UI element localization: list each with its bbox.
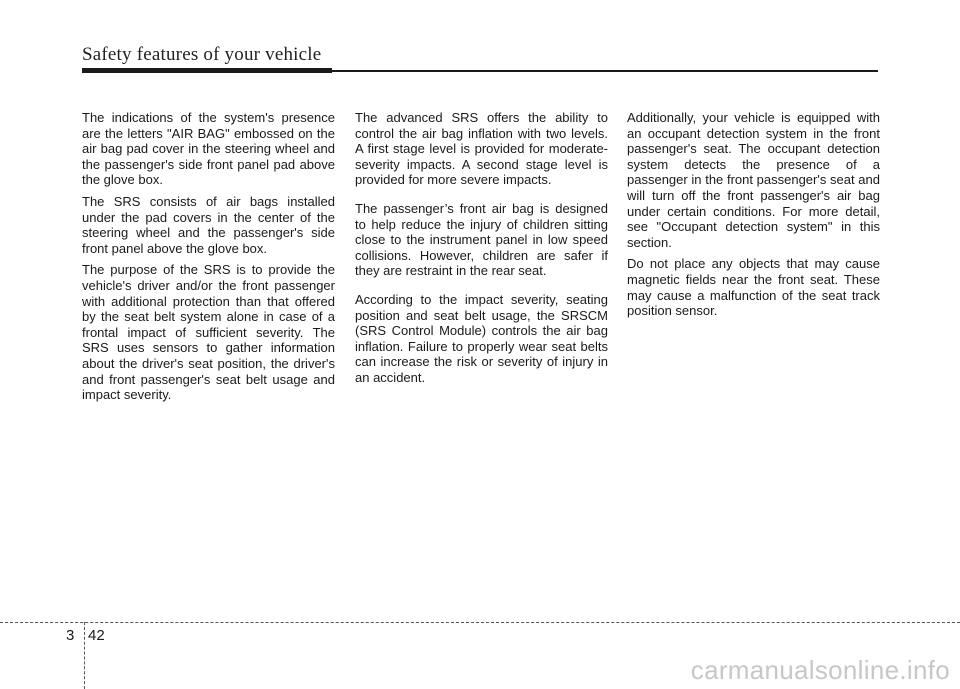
- paragraph: The SRS consists of air bags installed under the pad covers in the center of the steering wheel and the passenger's side front panel above the glove box.: [82, 193, 335, 256]
- text-column-3: [627, 110, 880, 332]
- paragraph: Do not place any objects that may cause magnetic fields near the front seat. These may cause a malfunction of the seat track position sensor.: [627, 256, 880, 319]
- watermark: carmanualsonline.info: [690, 655, 950, 685]
- footer-rule: [0, 622, 960, 623]
- paragraph: According to the impact severity, seating position and seat belt usage, the SRSCM (SRS Control Module) controls the air bag inflation. Failure to properly wear seat belts can increase the risk or severity of injury in an accident.: [355, 291, 608, 385]
- paragraph: The indications of the system's presence are the letters "AIR BAG" embossed on the air bag pad cover in the steering wheel and the passenger's side front panel pad above the glove box.: [82, 110, 335, 188]
- footer-divider: [84, 622, 85, 689]
- paragraph: The passenger’s front air bag is designed to help reduce the injury of children sitting close to the instrument panel in low speed collisions. However, children are safer if they are restraint in the rear seat.: [355, 200, 608, 279]
- paragraph: The purpose of the SRS is to provide the vehicle's driver and/or the front passenger with additional protection than that offered by the seat belt system alone in case of a frontal impact of sufficient severity. The SRS uses sensors to gather information about the driver's seat position, the driver's and front passenger's seat belt usage and impact severity.: [82, 262, 335, 403]
- header-rule-thin: [332, 70, 878, 72]
- paragraph: The advanced SRS offers the ability to control the air bag inflation with two levels. A first stage level is provided for moderate-severity impacts. A second stage level is provided for more severe impacts.: [355, 110, 608, 188]
- paragraph: Additionally, your vehicle is equipped with an occupant detection system in the front passenger's seat. The occupant detection system detects the presence of a passenger in the front passenger's seat and will turn off the front passenger's air bag under certain conditions. For more detail, see "Occupant detection system" in this section.: [627, 110, 880, 250]
- text-column-2: [355, 110, 608, 399]
- chapter-number: 3: [66, 627, 75, 644]
- header-rule-thick: [82, 68, 332, 73]
- page-number: 42: [88, 627, 105, 644]
- text-column-1: [82, 110, 335, 416]
- section-title: Safety features of your vehicle: [82, 44, 322, 65]
